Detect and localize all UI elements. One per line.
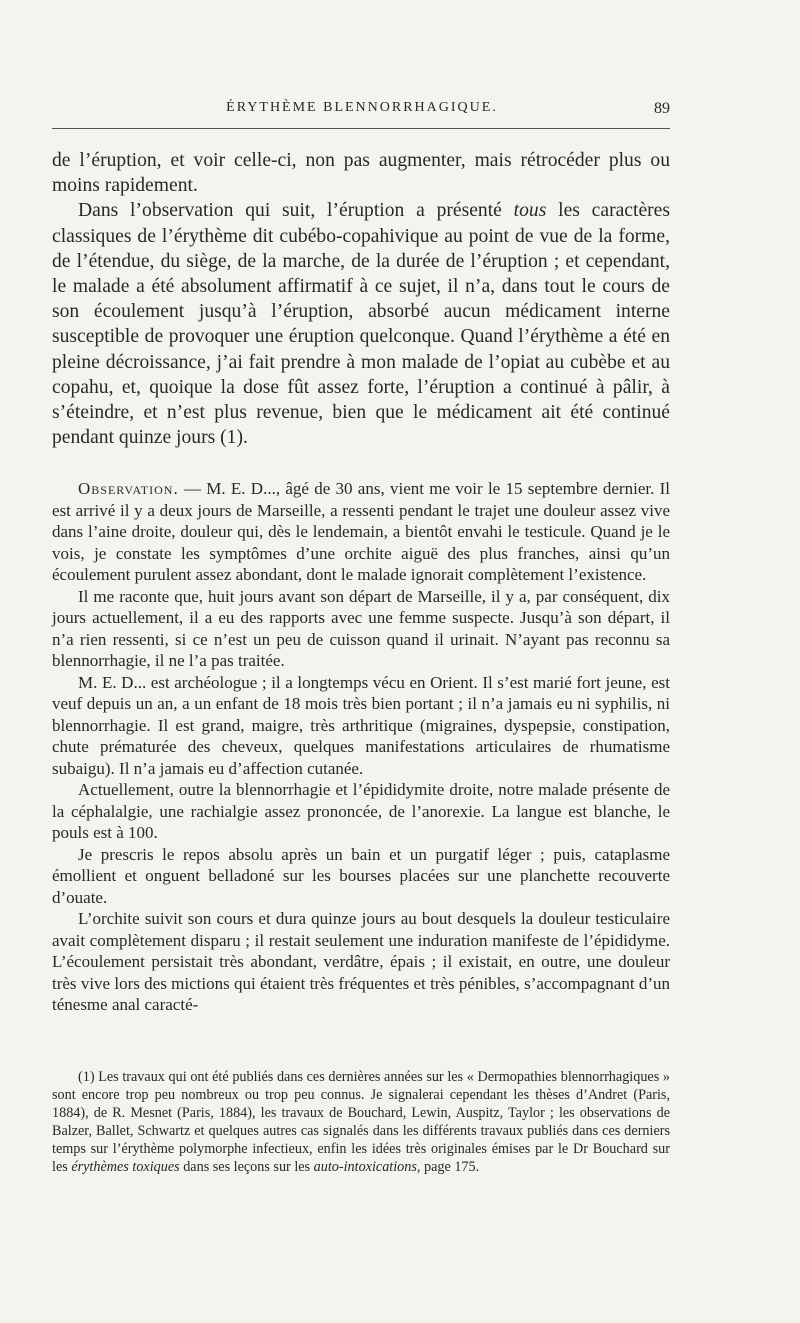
page-number: 89 — [654, 100, 670, 117]
observation-paragraph: Actuellement, outre la blennorrhagie et l’épididymite droite, notre malade présente de la céphalalgie, une rachialgie assez prononcée, de l’anorexie. La langue est blanche, le pouls est à 100. — [52, 780, 670, 842]
footnote-paragraph — [52, 1068, 670, 1177]
emphasis: tous — [513, 200, 547, 222]
emphasis: auto-intoxications — [313, 1159, 417, 1176]
paragraph-continuation: de l’éruption, et voir celle-ci, non pas augmenter, mais rétrocéder plus ou moins rapidement. — [52, 150, 670, 197]
text-run: , page 175. — [416, 1159, 480, 1176]
footnote — [52, 1068, 670, 1177]
observation-paragraph — [52, 478, 670, 586]
observation-paragraph: Il me raconte que, huit jours avant son départ de Marseille, il y a, par conséquent, dix jours actuellement, il a eu des rapports avec une femme suspecte. Jusqu’à son départ, il n’a rien ressenti, si ce n’est un peu de cuisson quand il urinait. N’ayant pas reconnu sa blennorrhagie, il ne l’a pas traitée. — [52, 586, 670, 670]
header-rule — [52, 128, 670, 129]
running-title: ÉRYTHÈME BLENNORRHAGIQUE. — [226, 100, 498, 115]
text-run: — M. E. D..., âgé de 30 ans, vient me voir le 15 septembre dernier. Il est arrivé il y a deux jours de Marseille, a ressenti pendant le trajet une douleur assez vive dans l’aine droite, douleur qui, dès le lendemain, a bientôt envahi le testicule. Quand je le vois, je constate les symptômes d’une orchite aiguë des plus franches, ainsi qu’un écoulement purulent assez abondant, dont le malade ignorait complètement l’existence. — [52, 479, 670, 584]
observation-section — [52, 478, 670, 1016]
observation-paragraph: L’orchite suivit son cours et dura quinze jours au bout desquels la douleur testiculaire avait complètement disparu ; il restait seulement une induration manifeste de l’épididyme. L’écoulement persistait très abondant, verdâtre, épais ; il existait, en outre, une douleur très vive lors des mictions qui étaient très fréquentes et très pénibles, s’accompagnant d’un ténesme anal caracté- — [52, 909, 670, 1014]
text-run: les caractères classiques de l’érythème dit cubébo-copahivique au point de vue de la forme, de l’étendue, du siège, de la marche, de la durée de l’éruption ; et cependant, le malade a été absolument affirmatif à ce sujet, il n’a, dans tout le cours de son écoulement jusqu’à l’éruption, absorbé aucun médicament interne susceptible de provoquer une éruption quelconque. Quand l’érythème a été en pleine décroissance, j’ai fait prendre à mon malade de l’opiat au cubèbe et au copahu, et, quoique la dose fût assez forte, l’éruption a continué à pâlir, à s’éteindre, et n’est plus revenue, bien que le médicament ait été continué pendant quinze jours (1). — [52, 200, 670, 449]
paragraph-observation-intro — [52, 198, 670, 450]
text-run: Dans l’observation qui suit, l’éruption a présenté — [78, 200, 514, 222]
text-run: (1) Les travaux qui ont été publiés dans ces dernières années sur les « Dermopathies blennorrhagiques » sont encore trop peu nombreux ou trop peu connus. Je signalerai cependant les thèses d’Andret (Paris, 1884), de R. Mesnet (Paris, 1884), les travaux de Bouchard, Lewin, Auspitz, Taylor ; les observations de Balzer, Ballet, Schwartz et quelques autres cas signalés dans les différents travaux publiés dans ces derniers temps sur l’érythème polymorphe infectieux, enfin les idées très originales émises par le Dr Bouchard sur les — [52, 1069, 670, 1176]
observation-heading: Observation. — [78, 479, 179, 498]
observation-paragraph: M. E. D... est archéologue ; il a longtemps vécu en Orient. Il s’est marié fort jeune, est veuf depuis un an, a un enfant de 18 mois très bien portant ; il n’a jamais eu ni syphilis, ni blennorrhagie. Il est grand, maigre, très arthritique (migraines, dyspepsie, constipation, chute prématurée des cheveux, quelques manifestations articulaires de rhumatisme subaigu). Il n’a jamais eu d’affection cutanée. — [52, 672, 670, 778]
main-text — [52, 148, 670, 450]
emphasis: érythèmes toxiques — [71, 1159, 180, 1176]
text-run: dans ses leçons sur les — [179, 1159, 314, 1176]
observation-paragraph: Je prescris le repos absolu après un bain et un purgatif léger ; puis, cataplasme émollient et onguent belladoné sur les bourses placées sur une planchette recouverte d’ouate. — [52, 844, 670, 907]
